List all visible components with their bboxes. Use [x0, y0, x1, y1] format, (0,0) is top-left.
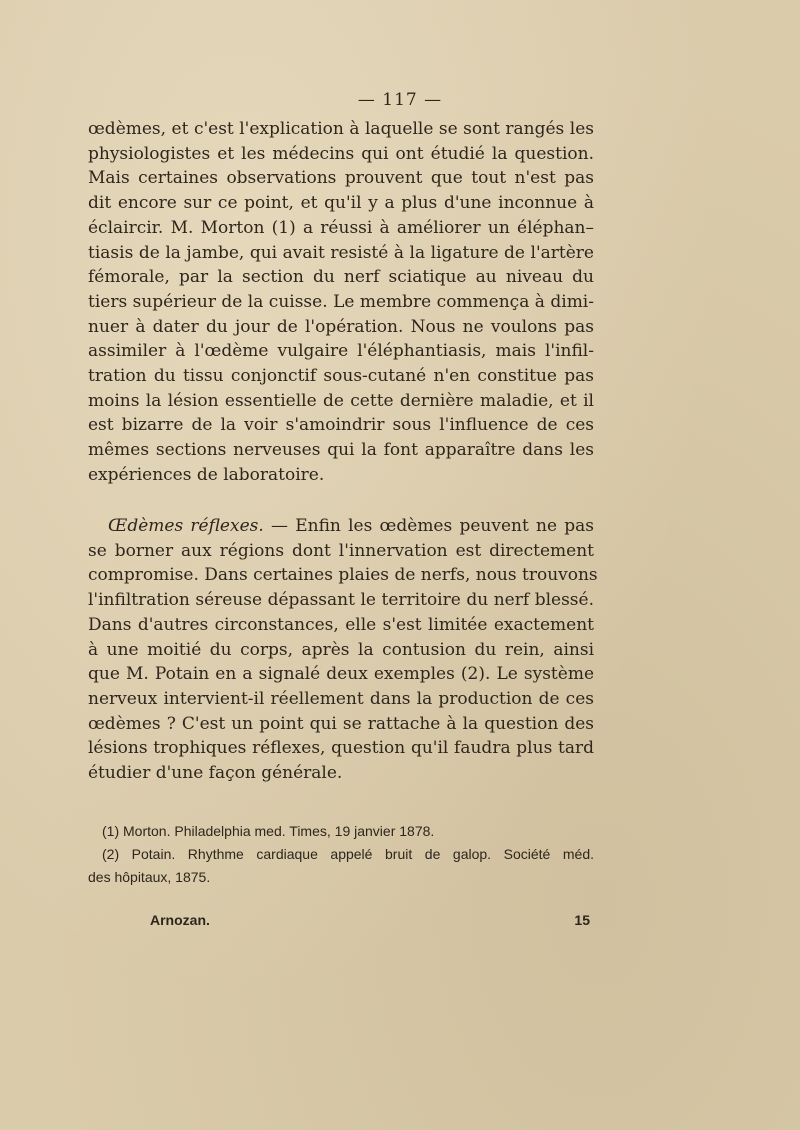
text-line: expériences de laboratoire.	[88, 464, 325, 485]
footnote-2: (2) Potain. Rhythme cardiaque appelé bruit de galop. Société méd.	[102, 846, 594, 862]
body-paragraph-2	[88, 514, 598, 786]
text-line: éclaircir. M. Morton (1) a réussi à améliorer un éléphan–	[88, 217, 594, 238]
text-line: œdèmes ? C'est un point qui se rattache à la question des	[88, 713, 594, 734]
text-line: moins la lésion essentielle de cette dernière maladie, et il	[88, 390, 594, 411]
text-line: l'infiltration séreuse dépassant le territoire du nerf blessé.	[88, 590, 594, 611]
text-line: nerveux intervient-il réellement dans la production de ces	[88, 688, 594, 709]
footnote-1: (1) Morton. Philadelphia med. Times, 19 janvier 1878.	[102, 823, 435, 839]
text-line: tiers supérieur de la cuisse. Le membre commença à dimi-	[88, 291, 594, 312]
text-line: Mais certaines observations prouvent que tout n'est pas	[88, 168, 594, 189]
sheet-signature-number: 15	[574, 912, 590, 928]
section-heading: Œdèmes réflexes.	[108, 516, 264, 536]
text-line: étudier d'une façon générale.	[88, 763, 343, 784]
section-first-line	[88, 514, 594, 539]
footnote-2-continued: des hôpitaux, 1875.	[88, 869, 211, 885]
text-line: mêmes sections nerveuses qui la font apparaître dans les	[88, 440, 594, 461]
text-line: œdèmes, et c'est l'explication à laquelle se sont rangés les	[88, 119, 594, 139]
footnotes	[88, 820, 594, 889]
text-line: fémorale, par la section du nerf sciatique au niveau du	[88, 267, 594, 288]
page-number: — 117 —	[357, 90, 443, 110]
text-line: dit encore sur ce point, et qu'il y a plus d'une inconnue à	[88, 193, 594, 214]
text-line: lésions trophiques réflexes, question qu'il faudra plus tard	[88, 738, 594, 759]
text-line: que M. Potain en a signalé deux exemples (2). Le système	[88, 664, 594, 685]
text-line: à une moitié du corps, après la contusion du rein, ainsi	[88, 639, 594, 660]
text-line: tiasis de la jambe, qui avait resisté à la ligature de l'artère	[88, 242, 594, 263]
text-line: compromise. Dans certaines plaies de nerfs, nous trouvons	[88, 565, 598, 586]
text-line: Dans d'autres circonstances, elle s'est limitée exactement	[88, 614, 594, 635]
text-line: se borner aux régions dont l'innervation est directement	[88, 540, 594, 561]
text-line: tration du tissu conjonctif sous-cutané n'en constitue pas	[88, 366, 594, 387]
text-line: nuer à dater du jour de l'opération. Nous ne voulons pas	[88, 316, 594, 337]
body-paragraph-1	[88, 117, 594, 488]
printer-signature-author: Arnozan.	[150, 912, 210, 928]
section-first-line-text: — Enfin les œdèmes peuvent ne pas	[263, 516, 594, 536]
text-line: est bizarre de la voir s'amoindrir sous l'influence de ces	[88, 415, 594, 436]
text-line: assimiler à l'œdème vulgaire l'éléphantiasis, mais l'infil-	[88, 341, 594, 362]
text-line: physiologistes et les médecins qui ont étudié la question.	[88, 143, 594, 164]
